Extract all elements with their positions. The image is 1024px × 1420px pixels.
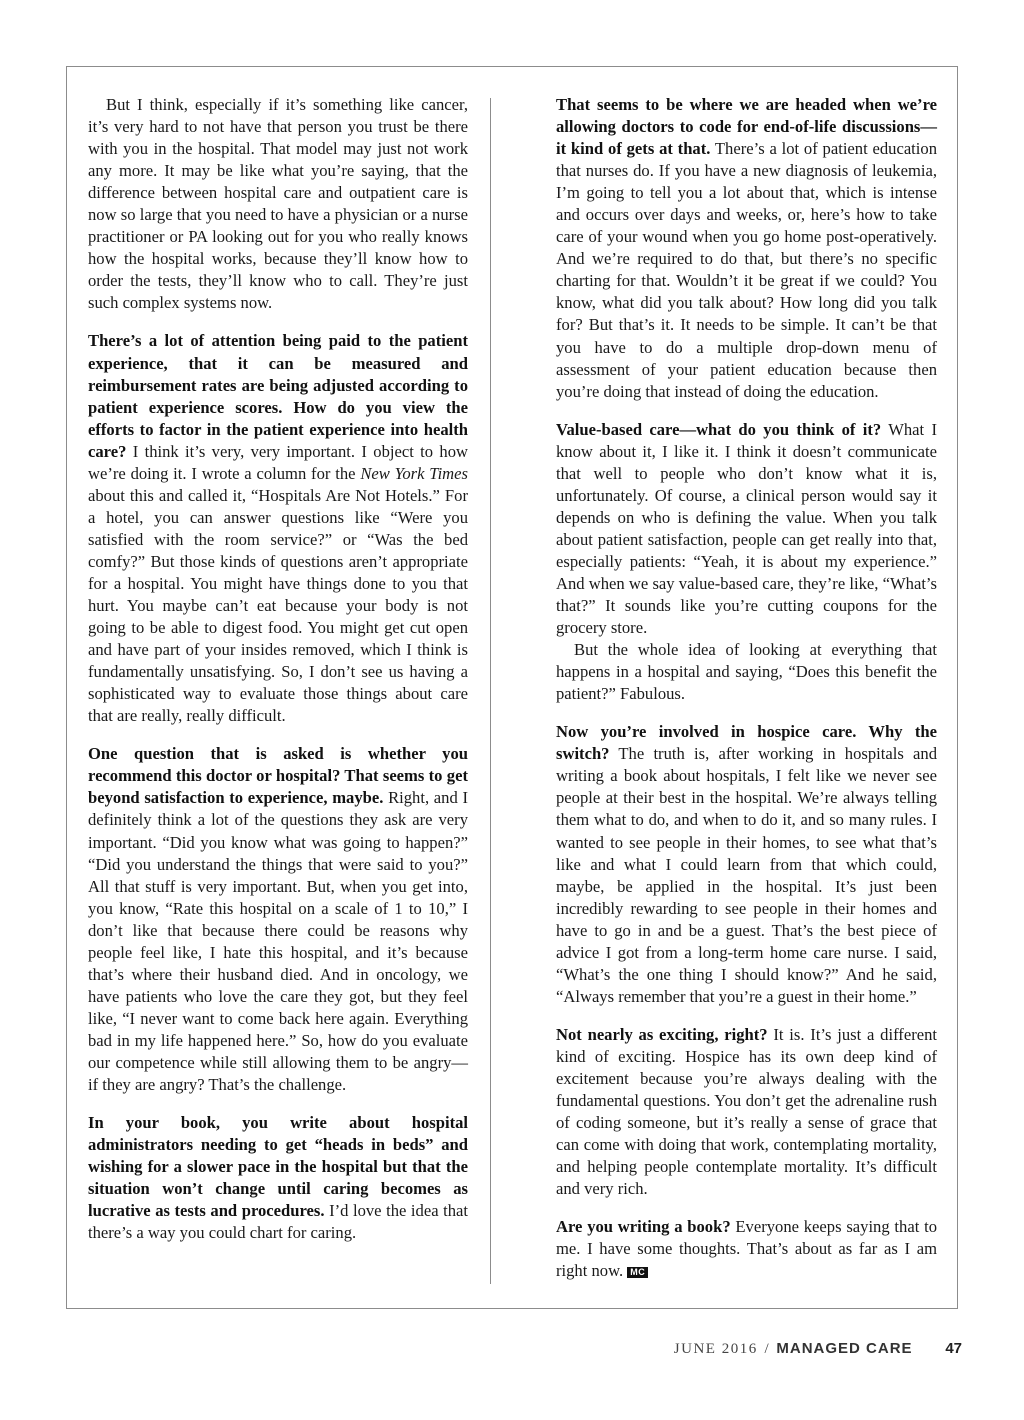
issue-date: JUNE 2016 — [673, 1341, 758, 1357]
answer-text: Right, and I definitely think a lot of the questions they ask are very important. “Did you know what was going to happen?” “Did you understand the things that were said to you?” All that stuff is very important. But, when you get into, you know, “Rate this hospital on a scale of 1 to 10,” I don’t like that because there could be reasons why people feel like, I hate this hospital, and it’s because that’s where their husband died. And in oncology, we have patients who love the care they got, but they feel like, “I never want to come back here again. Everything bad in my life happened here.” So, how do you evaluate our competence while still allowing them to be angry—if they are angry? That’s the challenge. — [88, 788, 468, 1095]
qa-paragraph — [556, 1216, 937, 1282]
question-text: Value-based care—what do you think of it? — [556, 419, 882, 439]
question-text: That seems to be where we are headed when we’re allowing doctors to code for end-of-life discussions—it kind of gets at that. — [556, 95, 937, 159]
answer-text: What I know about it, I like it. I think it doesn’t communicate that well to people who don’t know what it is, unfortunately. Of course, a clinical person would say it depends on who is defining the value. When you talk about patient satisfaction, people can get really into that, especially patients: “Yeah, it is about my experience.” And when we say value-based care, they’re like, “What’s that?” It sounds like you’re cutting coupons for the grocery store. — [556, 419, 937, 638]
end-mark-logo: MC — [627, 1267, 648, 1278]
answer-text: I think it’s very, very important. I object to how we’re doing it. I wrote a column for the — [88, 441, 468, 483]
page-number: 47 — [945, 1340, 962, 1357]
question-text: Now you’re involved in hospice care. Why the switch? — [556, 722, 937, 764]
qa-paragraph — [88, 1112, 468, 1244]
publication-title: New York Times — [360, 463, 468, 483]
question-text: Are you writing a book? — [556, 1217, 731, 1237]
paragraph — [556, 639, 937, 705]
qa-paragraph — [88, 330, 468, 727]
answer-text: The truth is, after working in hospitals and writing a book about hospitals, I felt like we never see people at their best in the hospital. We’re always telling them what to do, and when to do it, and so many rules. I wanted to see people in their homes, to see what that’s like and what I could learn from that which could, maybe, be applied in the hospital. It’s just been incredibly rewarding to see people in their homes and have to go in and be a guest. That’s the best piece of advice I got from a long-term home care nurse. I said, “What’s the one thing I should know?” And he said, “Always remember that you’re a guest in their home.” — [556, 744, 937, 1006]
paragraph — [88, 94, 468, 314]
qa-paragraph — [556, 419, 937, 639]
right-column — [556, 94, 937, 1298]
magazine-name: MANAGED CARE — [776, 1340, 913, 1357]
answer-text: But the whole idea of looking at everything that happens in a hospital and saying, “Does this benefit the patient?” Fabulous. — [556, 640, 937, 704]
answer-text: I’d love the idea that there’s a way you could chart for caring. — [88, 1201, 468, 1243]
qa-paragraph — [88, 743, 468, 1096]
column-divider — [490, 98, 491, 1284]
answer-text: There’s a lot of patient education that nurses do. If you have a new diagnosis of leukemia, I’m going to tell you a lot about that, which is intense and occurs over days and weeks, or, here’s how to take care of your wound when you go home post-operatively. And we’re required to do that, but there’s no specific charting for that. Wouldn’t it be great if we could? You know, what did you talk about? How long did you talk for? But that’s it. It needs to be simple. It can’t be that you have to do a multiple drop-down menu of assessment of your patient education because then you’re doing that instead of doing the education. — [556, 139, 937, 401]
qa-paragraph — [556, 1024, 937, 1200]
answer-text: It is. It’s just a different kind of exciting. Hospice has its own deep kind of excitement because you’re always dealing with the fundamental questions. You don’t get the adrenaline rush of coding someone, but it’s really a sense of grace that can come with doing that work, contemplating mortality, and helping people contemplate mortality. It’s difficult and very rich. — [556, 1024, 937, 1199]
question-text: In your book, you write about hospital administrators needing to get “heads in beds” and wishing for a slower pace in the hospital but that the situation won’t change until caring becomes as lucrative as tests and procedures. — [88, 1113, 468, 1221]
qa-paragraph — [556, 94, 937, 403]
question-text: One question that is asked is whether you recommend this doctor or hospital? That seems to get beyond satisfaction to experience, maybe. — [88, 744, 468, 808]
answer-text: But I think, especially if it’s something like cancer, it’s very hard to not have that person you trust be there with you in the hospital. That model may just not work any more. It may be like what you’re saying, that the difference between hospital care and outpatient care is now so large that you need to have a physician or a nurse practitioner or PA looking out for you who really knows how the hospital works, because they’ll know how to order the tests, they’ll know who to call. They’re just such complex systems now. — [88, 95, 468, 313]
left-column — [88, 94, 468, 1260]
answer-text: Everyone keeps saying that to me. I have some thoughts. That’s about as far as I am right now. — [556, 1217, 937, 1281]
question-text: Not nearly as exciting, right? — [556, 1024, 768, 1044]
question-text: There’s a lot of attention being paid to the patient experience, that it can be measured and reimbursement rates are being adjusted according to patient experience scores. How do you view the efforts to factor in the patient experience into health care? — [88, 331, 468, 461]
page-footer — [674, 1340, 962, 1358]
qa-paragraph — [556, 721, 937, 1008]
footer-separator: / — [764, 1341, 770, 1357]
answer-text: about this and called it, “Hospitals Are Not Hotels.” For a hotel, you can answer questions like “Were you satisfied with the room service?” or “Was the bed comfy?” But those kinds of questions aren’t appropriate for a hospital. You might have things done to you that hurt. You maybe can’t eat because your body is not going to be able to digest food. You might get cut open and have part of your insides removed, which I think is fundamentally unsatisfying. So, I don’t see us having a sophisticated way to evaluate those things about care that are really, really difficult. — [88, 485, 468, 726]
